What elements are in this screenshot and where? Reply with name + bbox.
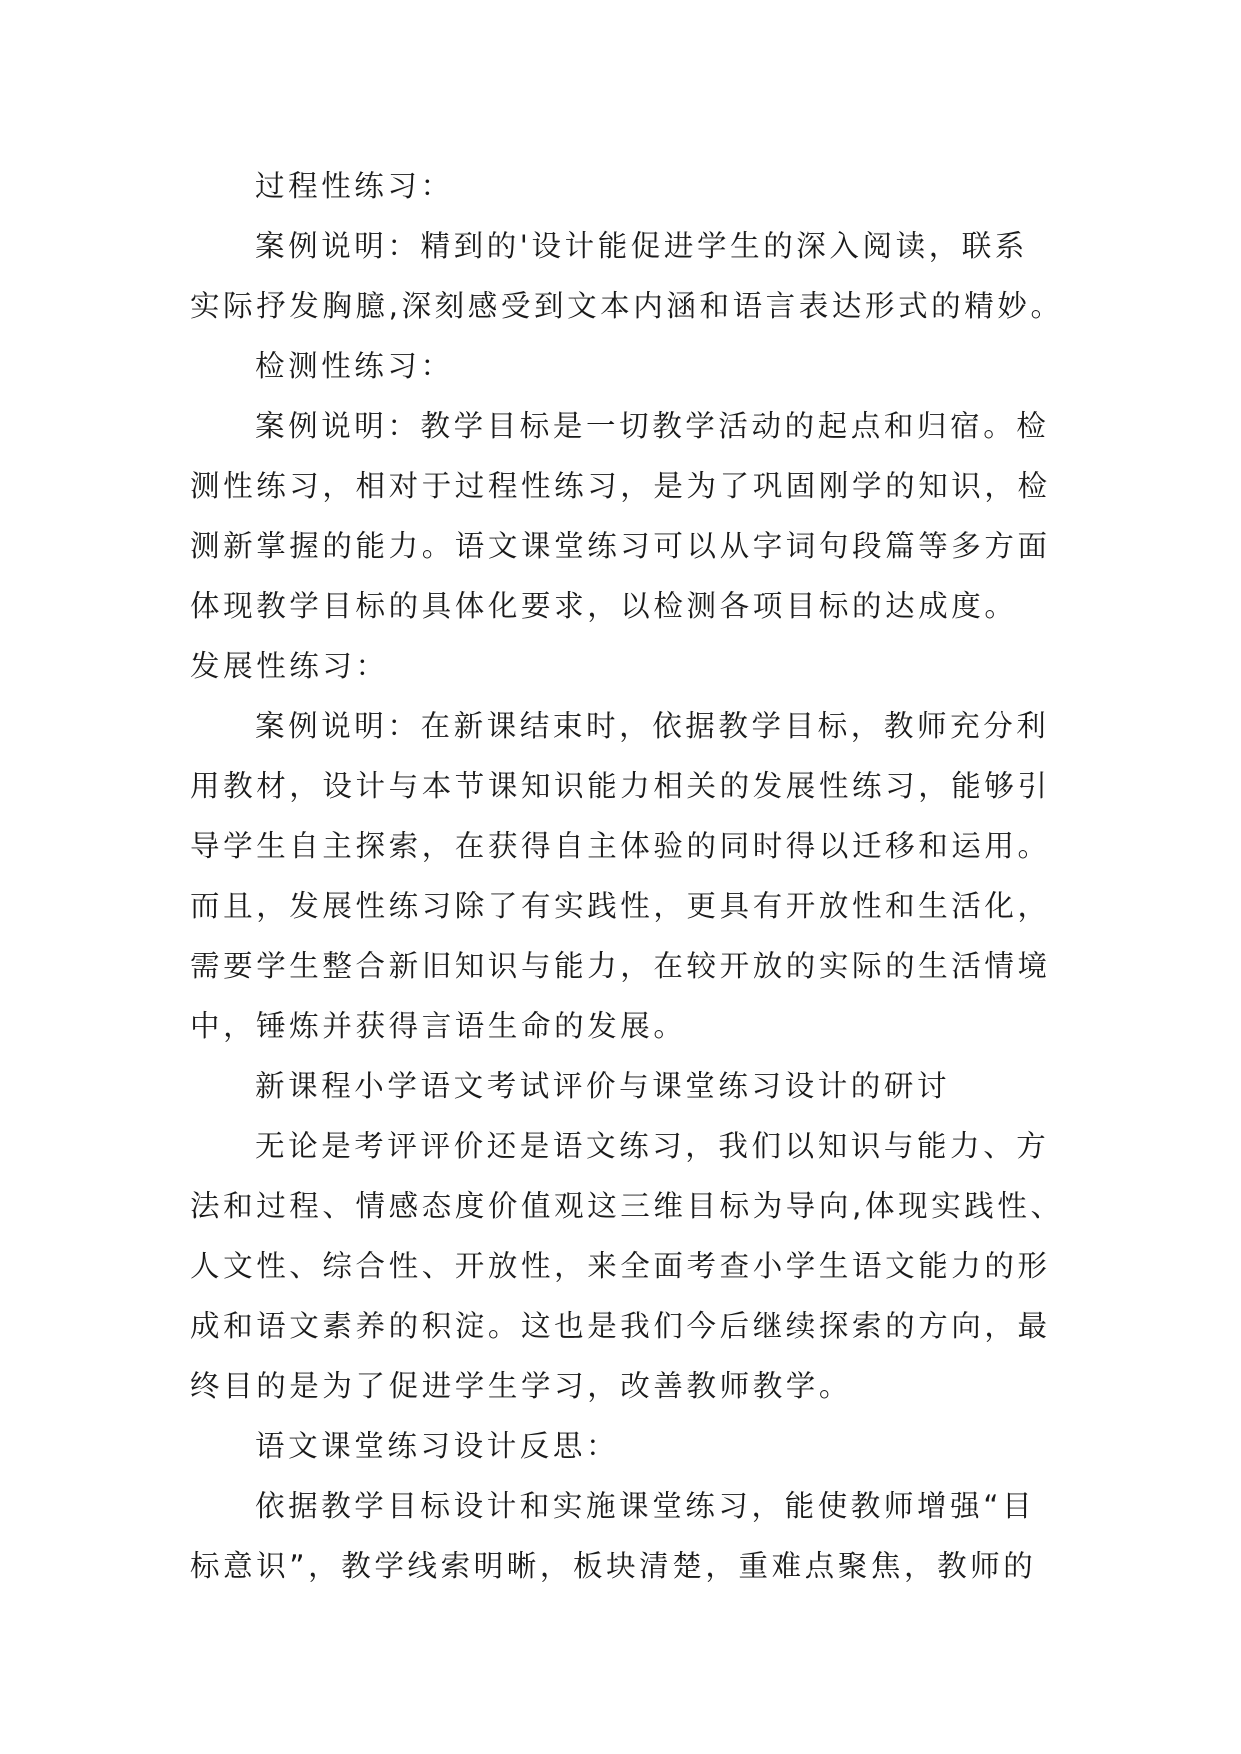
paragraph-line: 导学生自主探索，在获得自主体验的同时得以迁移和运用。 [190, 829, 1051, 863]
paragraph-line: 中，锤炼并获得言语生命的发展。 [190, 1009, 687, 1043]
heading-reflection: 语文课堂练习设计反思： [255, 1429, 620, 1463]
paragraph-line: 案例说明：教学目标是一切教学活动的起点和归宿。检 [255, 409, 1050, 443]
paragraph-line: 依据教学目标设计和实施课堂练习，能使教师增强“目 [255, 1489, 1036, 1523]
paragraph-line: 体现教学目标的具体化要求，以检测各项目标的达成度。 [190, 589, 1018, 623]
heading-development-exercise: 发展性练习： [190, 649, 389, 683]
paragraph-line: 而且，发展性练习除了有实践性，更具有开放性和生活化， [190, 889, 1051, 923]
paragraph-line: 成和语文素养的积淀。这也是我们今后继续探索的方向，最 [190, 1309, 1051, 1343]
paragraph-line: 测新掌握的能力。语文课堂练习可以从字词句段篇等多方面 [190, 529, 1051, 563]
paragraph-line: 用教材，设计与本节课知识能力相关的发展性练习，能够引 [190, 769, 1051, 803]
paragraph-line: 实际抒发胸臆,深刻感受到文本内涵和语言表达形式的精妙。 [190, 289, 1064, 323]
paragraph-line: 案例说明：在新课结束时，依据教学目标，教师充分利 [255, 709, 1050, 743]
paragraph-line: 法和过程、情感态度价值观这三维目标为导向,体现实践性、 [190, 1189, 1064, 1223]
paragraph-line: 案例说明：精到的'设计能促进学生的深入阅读，联系 [255, 229, 1029, 263]
paragraph-line: 人文性、综合性、开放性，来全面考查小学生语文能力的形 [190, 1249, 1051, 1283]
heading-process-exercise: 过程性练习： [255, 169, 454, 203]
section-title: 新课程小学语文考试评价与课堂练习设计的研讨 [255, 1069, 951, 1103]
paragraph-line: 标意识”，教学线索明晰，板块清楚，重难点聚焦，教师的 [190, 1549, 1037, 1583]
heading-test-exercise: 检测性练习： [255, 349, 454, 383]
paragraph-line: 测性练习，相对于过程性练习，是为了巩固刚学的知识，检 [190, 469, 1051, 503]
paragraph-line: 需要学生整合新旧知识与能力，在较开放的实际的生活情境 [190, 949, 1051, 983]
paragraph-line: 无论是考评评价还是语文练习，我们以知识与能力、方 [255, 1129, 1050, 1163]
paragraph-line: 终目的是为了促进学生学习，改善教师教学。 [190, 1369, 853, 1403]
